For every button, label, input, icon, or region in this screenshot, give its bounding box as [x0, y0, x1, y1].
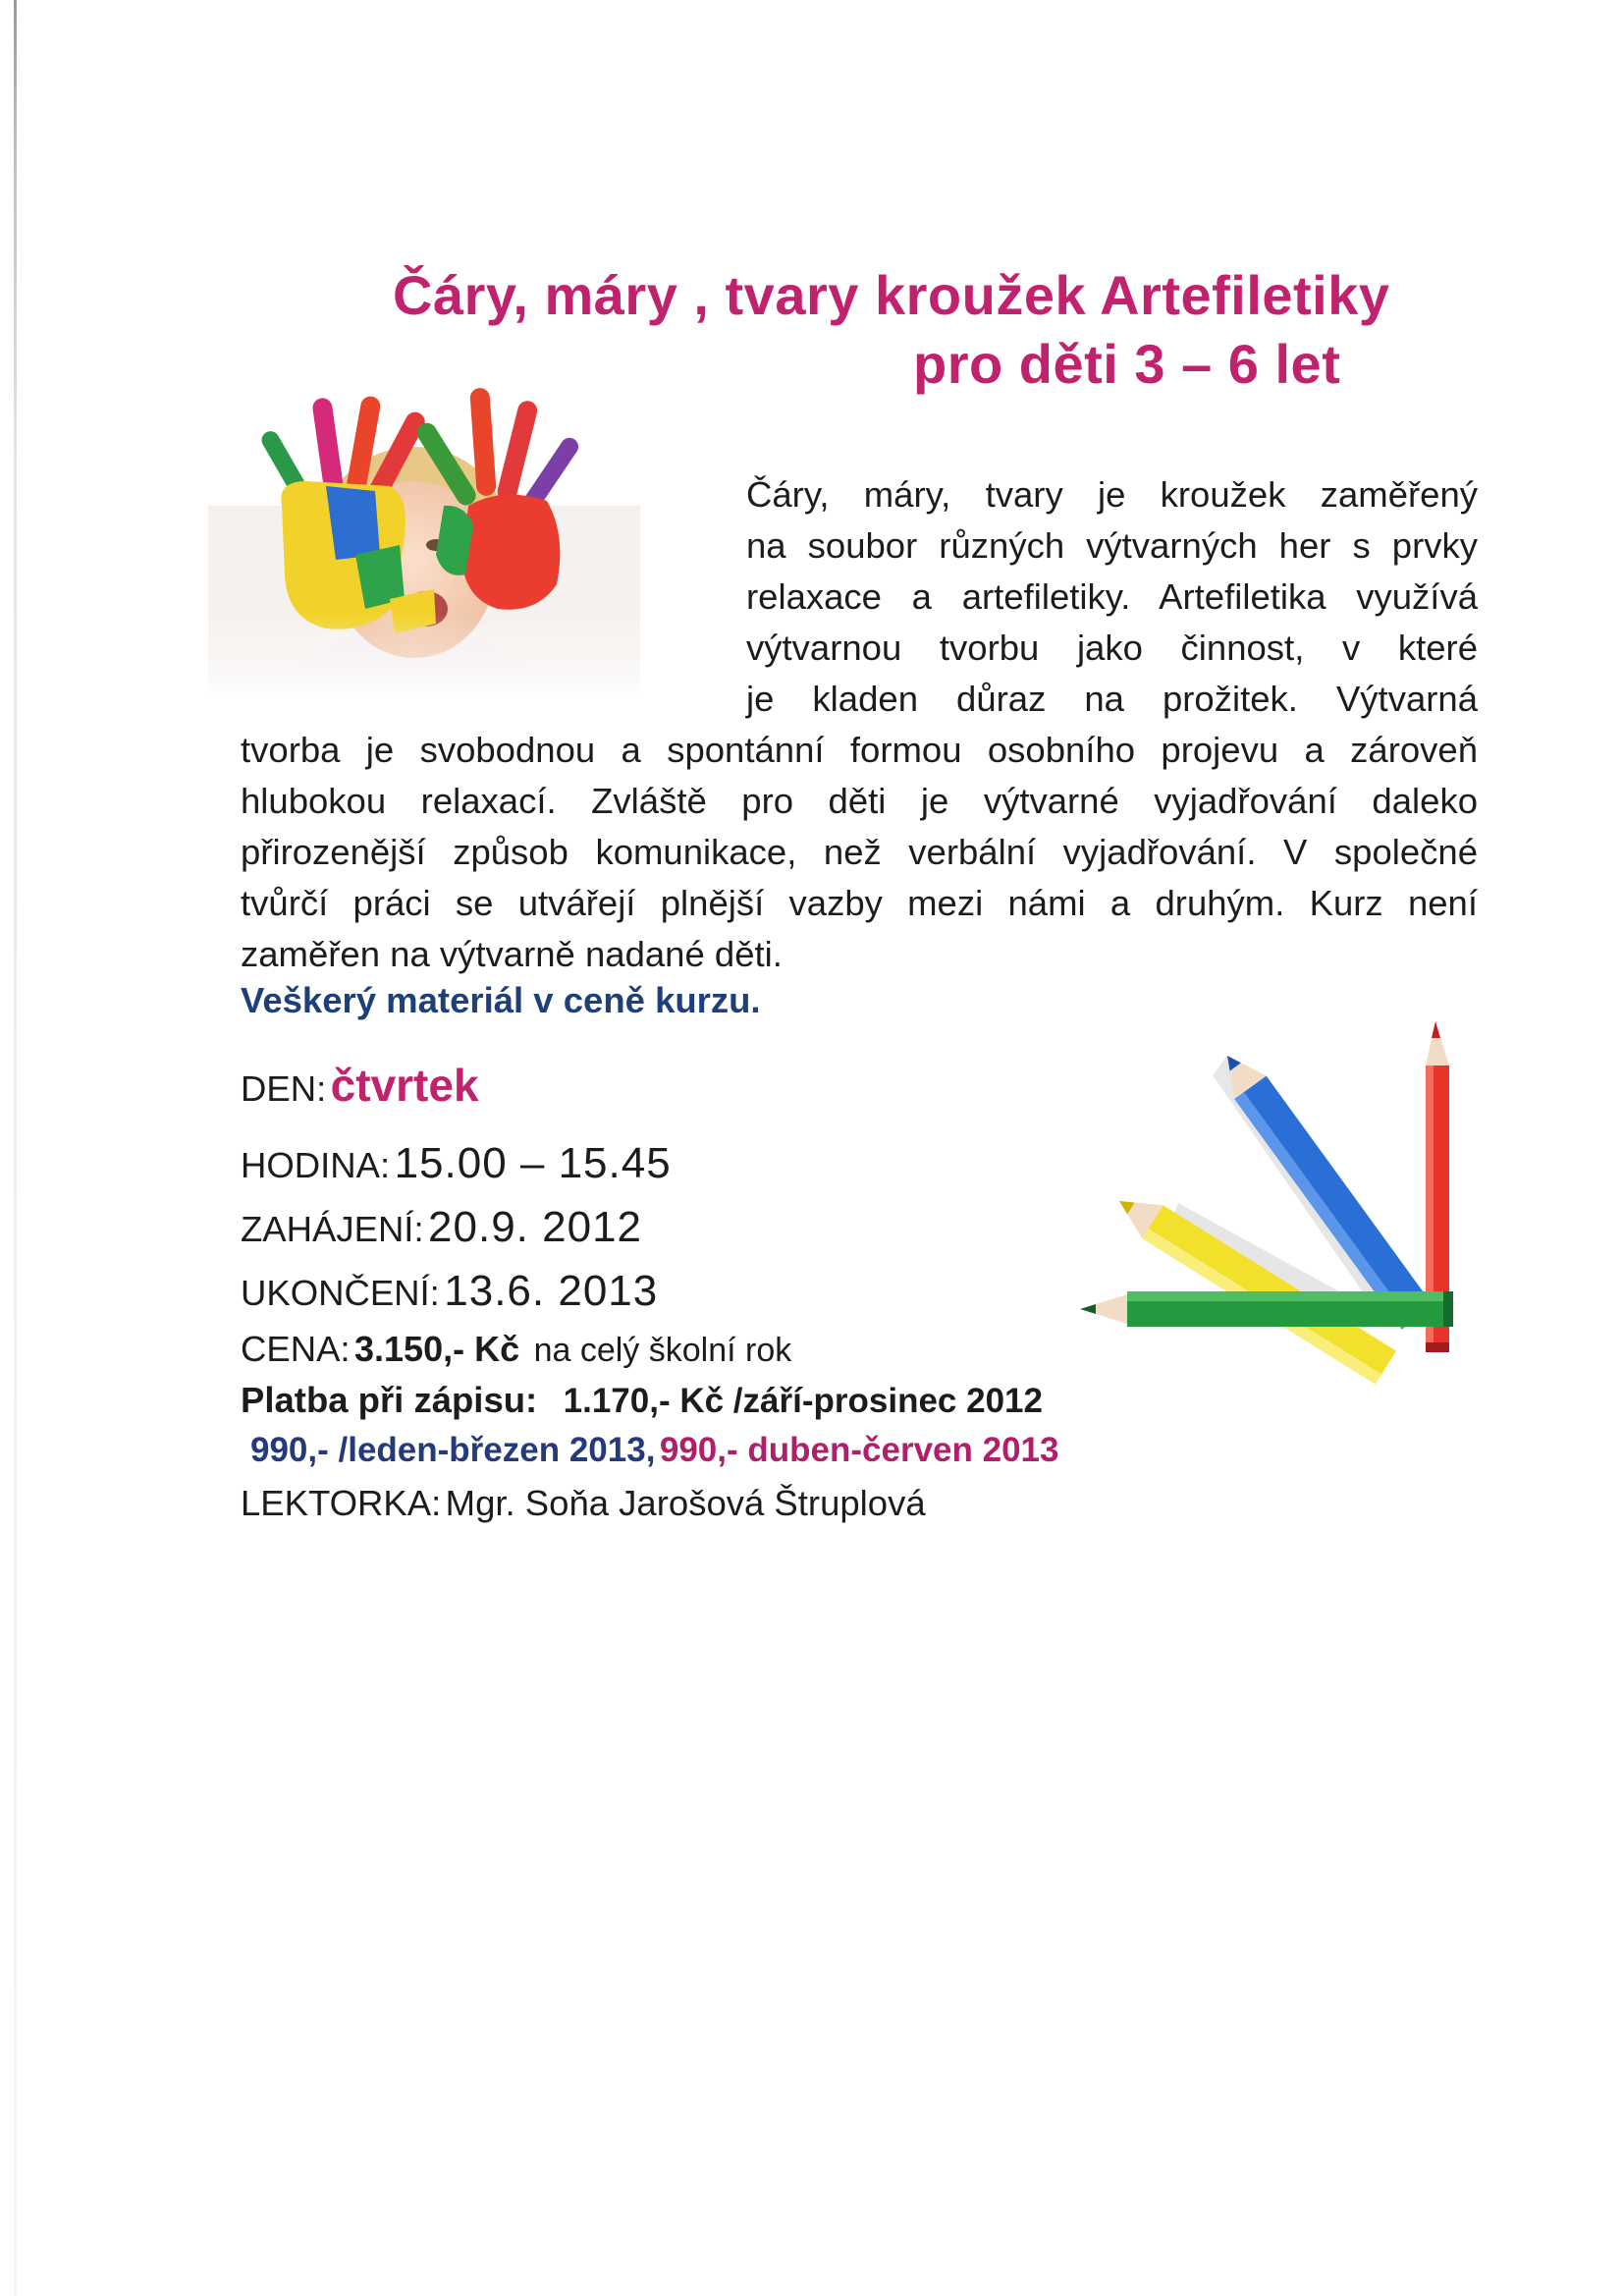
intro-line: relaxace a artefiletiky. Artefiletika využívá: [746, 576, 1478, 617]
payment-terms-row: [250, 1431, 1058, 1470]
payment-row: [241, 1380, 1043, 1421]
lecturer-label: LEKTORKA:: [241, 1483, 442, 1523]
payment-value: 1.170,- Kč /září-prosinec 2012: [563, 1382, 1043, 1420]
body-line: tvorba je svobodnou a spontánní formou osobního projevu a zároveň: [241, 730, 1478, 770]
start-label: ZAHÁJENÍ:: [241, 1209, 424, 1249]
payment-label: Platba při zápisu:: [241, 1380, 538, 1420]
green-pencil: [1080, 1291, 1453, 1327]
body-line: přirozenější způsob komunikace, než verbální vyjadřování. V společné: [241, 832, 1478, 872]
title-line-2: pro děti 3 – 6 let: [913, 333, 1341, 395]
intro-line: výtvarnou tvorbu jako činnost, v které: [746, 628, 1478, 668]
end-row: [241, 1267, 658, 1316]
intro-paragraph: [746, 469, 1478, 725]
price-value: 3.150,- Kč: [354, 1329, 520, 1369]
body-line: zaměřen na výtvarně nadané děti.: [241, 934, 783, 974]
price-row: [241, 1329, 791, 1370]
title-line-1: Čáry, máry , tvary kroužek Artefiletiky: [393, 264, 1390, 326]
hour-value: 15.00 – 15.45: [394, 1139, 672, 1187]
price-note: na celý školní rok: [533, 1332, 792, 1369]
child-painted-hands-photo: [208, 388, 640, 697]
intro-line: Čáry, máry, tvary je kroužek zaměřený: [746, 474, 1478, 515]
body-line: tvůrčí práci se utvářejí plnější vazby mezi námi a druhým. Kurz není: [241, 883, 1478, 923]
payment-term-3: 990,- duben-červen 2013: [659, 1431, 1059, 1469]
end-label: UKONČENÍ:: [241, 1273, 440, 1313]
day-row: [241, 1059, 479, 1112]
material-note: Veškerý materiál v ceně kurzu.: [241, 980, 761, 1020]
body-paragraph: [241, 725, 1478, 980]
start-value: 20.9. 2012: [428, 1203, 643, 1251]
start-row: [241, 1203, 642, 1252]
intro-line: na soubor různých výtvarných her s prvky: [746, 525, 1478, 566]
end-value: 13.6. 2013: [444, 1267, 659, 1315]
hour-row: [241, 1139, 672, 1188]
body-line: hlubokou relaxací. Zvláště pro děti je výtvarné vyjadřování daleko: [241, 781, 1478, 821]
hour-label: HODINA:: [241, 1145, 391, 1185]
scan-edge: [14, 0, 17, 2296]
intro-line: je kladen důraz na prožitek. Výtvarná: [746, 679, 1478, 719]
lecturer-name: Mgr. Soňa Jarošová Štruplová: [445, 1483, 926, 1523]
day-label: DEN:: [241, 1068, 327, 1109]
price-label: CENA:: [241, 1329, 351, 1369]
lecturer-row: [241, 1483, 926, 1524]
payment-term-2: 990,- /leden-březen 2013,: [250, 1431, 656, 1469]
colored-pencils-illustration: [1080, 997, 1512, 1404]
day-value: čtvrtek: [330, 1060, 479, 1111]
